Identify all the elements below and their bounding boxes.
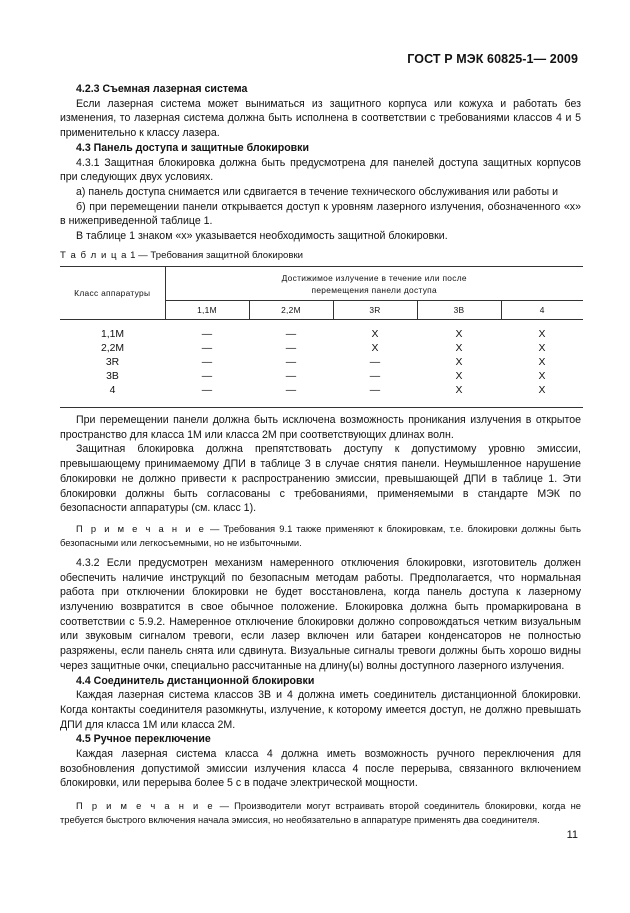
after-table-text xyxy=(60,413,581,827)
table-cell: X xyxy=(455,371,463,382)
table-cell: — xyxy=(333,384,417,408)
table-caption xyxy=(60,250,303,261)
class-cell: 3R xyxy=(105,357,120,368)
table-caption-prefix: Т а б л и ц а xyxy=(60,250,128,261)
table-caption-text: — Требования защитной блокировки xyxy=(138,250,304,261)
paragraph: Каждая лазерная система классов 3В и 4 должна иметь соединитель дистанционной блокировки. Когда контакты соединителя разомкнуты, излучение, к которому имеется доступ, не должно превышать ДПИ для класса 1М или класса 2М. xyxy=(60,689,581,731)
table-cell: — xyxy=(369,371,381,382)
subcolumn-header: 3R xyxy=(333,301,417,320)
table-cell: — xyxy=(285,343,297,354)
table-cell: — xyxy=(285,357,297,368)
section-heading: 4.2.3 Съемная лазерная система xyxy=(76,83,248,95)
table-row xyxy=(60,370,583,384)
table-cell: — xyxy=(249,384,333,408)
table-cell: X xyxy=(538,357,546,368)
class-cell: 1,1М xyxy=(100,329,125,340)
class-cell: 4 xyxy=(60,384,165,408)
table-cell: X xyxy=(501,384,583,408)
table-row xyxy=(60,384,583,408)
subcolumn-header: 2,2М xyxy=(249,301,333,320)
table-cell: — xyxy=(201,329,213,340)
paragraph: 4.3.1 Защитная блокировка должна быть предусмотрена для панелей доступа защитных корпусов при следующих двух условиях. xyxy=(60,156,581,184)
column-header-emission: Достижимое излучение в течение или после перемещения панели доступа xyxy=(165,267,583,301)
table-cell: X xyxy=(538,329,546,340)
section-heading: 4.3 Панель доступа и защитные блокировки xyxy=(76,141,309,154)
section-4-2-3 xyxy=(60,82,581,244)
table-cell: — xyxy=(165,384,249,408)
table-cell: — xyxy=(201,371,213,382)
paragraph: 4.3.2 Если предусмотрен механизм намеренного отключения блокировки, изготовитель должен обеспечить наличие инструкций по безопасным методам работы. Предполагается, что нормальная работа при отключении блокировки не будет восстановлена, когда панель доступа к лазерному излучению возвратится в свое обычное положение. Блокировка должна быть промаркирована в соответствии с 5.9.2. Намеренное отключение блокировки должно сопровождаться четким визуальным или звуковым сигналом тревоги, если лазер включен или батареи конденсаторов не полностью разряжены, если панель снята или сдвинута. Визуальные сигналы тревоги должны быть хорошо видны через защитные очки, специально рассчитанные на длину(ы) волны доступного лазерного излучения. xyxy=(60,556,581,672)
document-header: ГОСТ Р МЭК 60825-1— 2009 xyxy=(407,52,578,66)
table-cell: X xyxy=(371,329,379,340)
subcolumn-header: 4 xyxy=(501,301,583,320)
note-label: П р и м е ч а н и е xyxy=(76,800,215,812)
subcolumn-header: 1,1М xyxy=(165,301,249,320)
section-heading: 4.5 Ручное переключение xyxy=(76,733,211,746)
note xyxy=(60,522,581,550)
paragraph: В таблице 1 знаком «х» указывается необходимость защитной блокировки. xyxy=(76,230,448,243)
table-cell: — xyxy=(285,329,297,340)
note-text: — Требования 9.1 также применяют к блокировкам, т.е. блокировки должны быть безопасными или легкосъемными, но не избыточными. xyxy=(60,522,581,548)
paragraph: б) при перемещении панели открывается доступ к уровням лазерного излучения, обозначенного «х» в нижеприведенной таблице 1. xyxy=(60,200,581,228)
table-cell: — xyxy=(201,357,213,368)
interlock-requirements-table xyxy=(60,266,583,408)
note-text: — Производители могут встраивать второй соединитель блокировки, когда не требуется быстрого включения начала эмиссия, но необязательно в аппаратуре применять два соединителя. xyxy=(60,800,581,826)
table-cell: — xyxy=(201,343,213,354)
table-cell: — xyxy=(369,357,381,368)
class-cell: 3В xyxy=(106,371,119,382)
note-label: П р и м е ч а н и е xyxy=(76,522,206,534)
class-cell: 2,2М xyxy=(100,343,125,354)
paragraph: Защитная блокировка должна препятствовать доступу к допустимому уровню эмиссии, превышающему принимаемому ДПИ в таблице 3 в случае снятия панели. Неумышленное нарушение блокировки не должно привести к распространению эмиссии, превышающей ДПИ в таблице 1. Эти блокировки должны быть согласованы с требованиями, применяемыми в стандарте МЭК по безопасности аппаратуры (см. класс 1). xyxy=(60,443,581,515)
table-row xyxy=(60,342,583,356)
table-cell: X xyxy=(417,384,501,408)
table-cell: X xyxy=(455,329,463,340)
table-cell: X xyxy=(538,343,546,354)
section-heading: 4.4 Соединитель дистанционной блокировки xyxy=(76,674,315,687)
table-caption-number: 1 xyxy=(130,250,136,261)
note xyxy=(60,799,581,827)
table-cell: X xyxy=(538,371,546,382)
paragraph: Если лазерная система может выниматься из защитного корпуса или кожуха и работать без изменения, то лазерная система должна быть исполнена в соответствии с требованиями классов 4 и 5 применительно к классу лазера. xyxy=(60,97,581,140)
paragraph: а) панель доступа снимается или сдвигается в течение технического обслуживания или работы и xyxy=(76,185,558,198)
column-header-class: Класс аппаратуры xyxy=(60,267,165,320)
paragraph: При перемещении панели должна быть исключена возможность проникания излучения в открытое пространство для класса 1М или класса 2М при соответствующих длинах волн. xyxy=(60,414,581,441)
page-number: 11 xyxy=(566,829,578,841)
table-cell: X xyxy=(455,343,463,354)
table-cell: X xyxy=(455,357,463,368)
paragraph: Каждая лазерная система класса 4 должна иметь возможность ручного переключения для возобновления допустимой эмиссии излучения класса 4 после перерыва, связанного включением блокировки, или перерыва более 5 с в подаче электрической мощности. xyxy=(60,748,581,790)
table-row xyxy=(60,320,583,343)
table-cell: — xyxy=(285,371,297,382)
subcolumn-header: 3В xyxy=(417,301,501,320)
table-cell: X xyxy=(371,343,379,354)
table-row xyxy=(60,356,583,370)
